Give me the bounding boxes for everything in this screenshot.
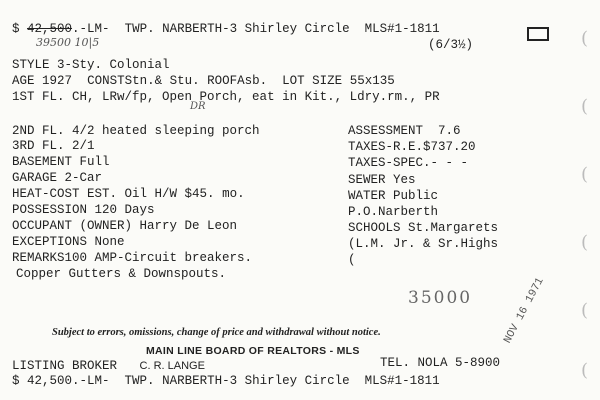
roof-label: ROOF <box>207 74 238 88</box>
occupant-value: Harry De Leon <box>139 219 238 233</box>
broker-label: LISTING BROKER <box>12 359 118 373</box>
first-value: CH, LRw/fp, Open Porch, eat in Kit., Ldry.rm., PR <box>72 90 440 104</box>
price-prefix: $ <box>12 22 28 36</box>
handwritten-number: 35000 <box>408 288 473 308</box>
assessment-line <box>348 124 461 138</box>
date-stamp: NOV 16 1971 <box>502 275 547 346</box>
rooms: (6/3½) <box>428 38 474 52</box>
mls-value: 1-1811 <box>394 22 440 36</box>
bottom-twp-label: TWP. <box>124 374 155 388</box>
age-label: AGE <box>12 74 35 88</box>
exceptions-value: None <box>94 235 125 249</box>
possession-line <box>12 203 155 217</box>
exceptions-label: EXCEPTIONS <box>12 235 88 249</box>
lot-label: LOT SIZE <box>282 74 343 88</box>
second-value: 4/2 heated sleeping porch <box>72 124 260 138</box>
lot-value: 55x135 <box>349 74 395 88</box>
style-value: 3-Sty. Colonial <box>57 58 170 72</box>
remarks-value: 100 AMP-Circuit breakers. <box>64 251 253 265</box>
water-label: WATER <box>348 189 386 203</box>
basement-line <box>12 155 110 169</box>
edge-mark: ( <box>580 96 588 117</box>
schools-label: SCHOOLS <box>348 221 401 235</box>
assessment-value: 7.6 <box>438 124 461 138</box>
bottom-mls-value: 1-1811 <box>394 374 440 388</box>
third-floor-line <box>12 139 95 153</box>
handwritten-price: 39500 10|5 <box>36 36 100 49</box>
garage-line <box>12 171 102 185</box>
water-value: Public <box>393 189 439 203</box>
edge-mark: ( <box>580 164 588 185</box>
age-value: 1927 <box>42 74 73 88</box>
heat-line <box>12 187 245 201</box>
sewer-value: Yes <box>393 173 416 187</box>
occupant-line <box>12 219 237 233</box>
disclaimer: Subject to errors, omissions, change of price and withdrawal without notice. <box>52 327 381 338</box>
price-struck: 42,500 <box>27 22 73 36</box>
third-label: 3RD FL. <box>12 139 65 153</box>
header-line <box>12 22 440 36</box>
sewer-line <box>348 173 416 187</box>
const-value: Stn.& Stu. <box>124 74 200 88</box>
tel-value: LA 5-8900 <box>432 356 501 370</box>
const-label: CONST <box>87 74 125 88</box>
po-value: Narberth <box>378 205 439 219</box>
bottom-twp-value: NARBERTH-3 Shirley Circle <box>162 374 350 388</box>
style-label: STYLE <box>12 58 50 72</box>
edge-mark: ( <box>580 28 588 49</box>
schools-line <box>348 221 498 235</box>
taxes-spec-value: - - - <box>430 156 469 170</box>
water-line <box>348 189 438 203</box>
schools-line-2: (L.M. Jr. & Sr.Highs <box>348 237 499 251</box>
remarks-label: REMARKS <box>12 251 65 265</box>
occupant-label: OCCUPANT (OWNER) <box>12 219 133 233</box>
style-line <box>12 58 170 72</box>
checkbox-square <box>527 27 549 41</box>
age-line <box>12 74 395 88</box>
edge-mark: ( <box>580 300 588 321</box>
taxes-re-line <box>348 140 476 154</box>
schools-line-3: ( <box>348 253 356 267</box>
broker-value: C. R. LANGE <box>139 360 205 372</box>
bottom-line <box>12 374 440 388</box>
possession-label: POSSESSION <box>12 203 88 217</box>
tel-line <box>380 356 500 370</box>
taxes-spec-line <box>348 156 468 170</box>
heat-label: HEAT-COST EST. <box>12 187 118 201</box>
taxes-re-value: $737.20 <box>423 140 476 154</box>
first-floor-line <box>12 90 440 104</box>
third-value: 2/1 <box>72 139 95 153</box>
roof-value: Asb. <box>237 74 268 88</box>
first-handwritten: DR <box>190 101 206 112</box>
po-line <box>348 205 438 219</box>
price-suffix: .-LM- <box>72 22 110 36</box>
assessment-label: ASSESSMENT <box>348 124 424 138</box>
broker-line <box>12 359 205 373</box>
basement-label: BASEMENT <box>12 155 73 169</box>
heat-value: Oil H/W $45. mo. <box>124 187 245 201</box>
remarks-line-2: Copper Gutters & Downspouts. <box>16 267 227 281</box>
sewer-label: SEWER <box>348 173 386 187</box>
po-label: P.O. <box>348 205 379 219</box>
board-name: MAIN LINE BOARD OF REALTORS - MLS <box>146 345 360 357</box>
taxes-re-label: TAXES-R.E. <box>348 140 424 154</box>
first-label: 1ST FL. <box>12 90 65 104</box>
twp-value: NARBERTH-3 Shirley Circle <box>162 22 350 36</box>
second-floor-line <box>12 124 260 138</box>
bottom-price: $ 42,500.-LM- <box>12 374 110 388</box>
possession-value: 120 Days <box>94 203 155 217</box>
bottom-mls-label: MLS# <box>364 374 395 388</box>
garage-label: GARAGE <box>12 171 58 185</box>
schools-value: St.Margarets <box>408 221 499 235</box>
remarks-line <box>12 251 252 265</box>
exceptions-line <box>12 235 125 249</box>
edge-mark: ( <box>580 360 588 381</box>
twp-label: TWP. <box>124 22 155 36</box>
basement-value: Full <box>79 155 110 169</box>
taxes-spec-label: TAXES-SPEC. <box>348 156 431 170</box>
edge-mark: ( <box>580 232 588 253</box>
mls-label: MLS# <box>364 22 395 36</box>
second-label: 2ND FL. <box>12 124 65 138</box>
garage-value: 2-Car <box>64 171 103 185</box>
tel-label: TEL. NO <box>380 356 433 370</box>
